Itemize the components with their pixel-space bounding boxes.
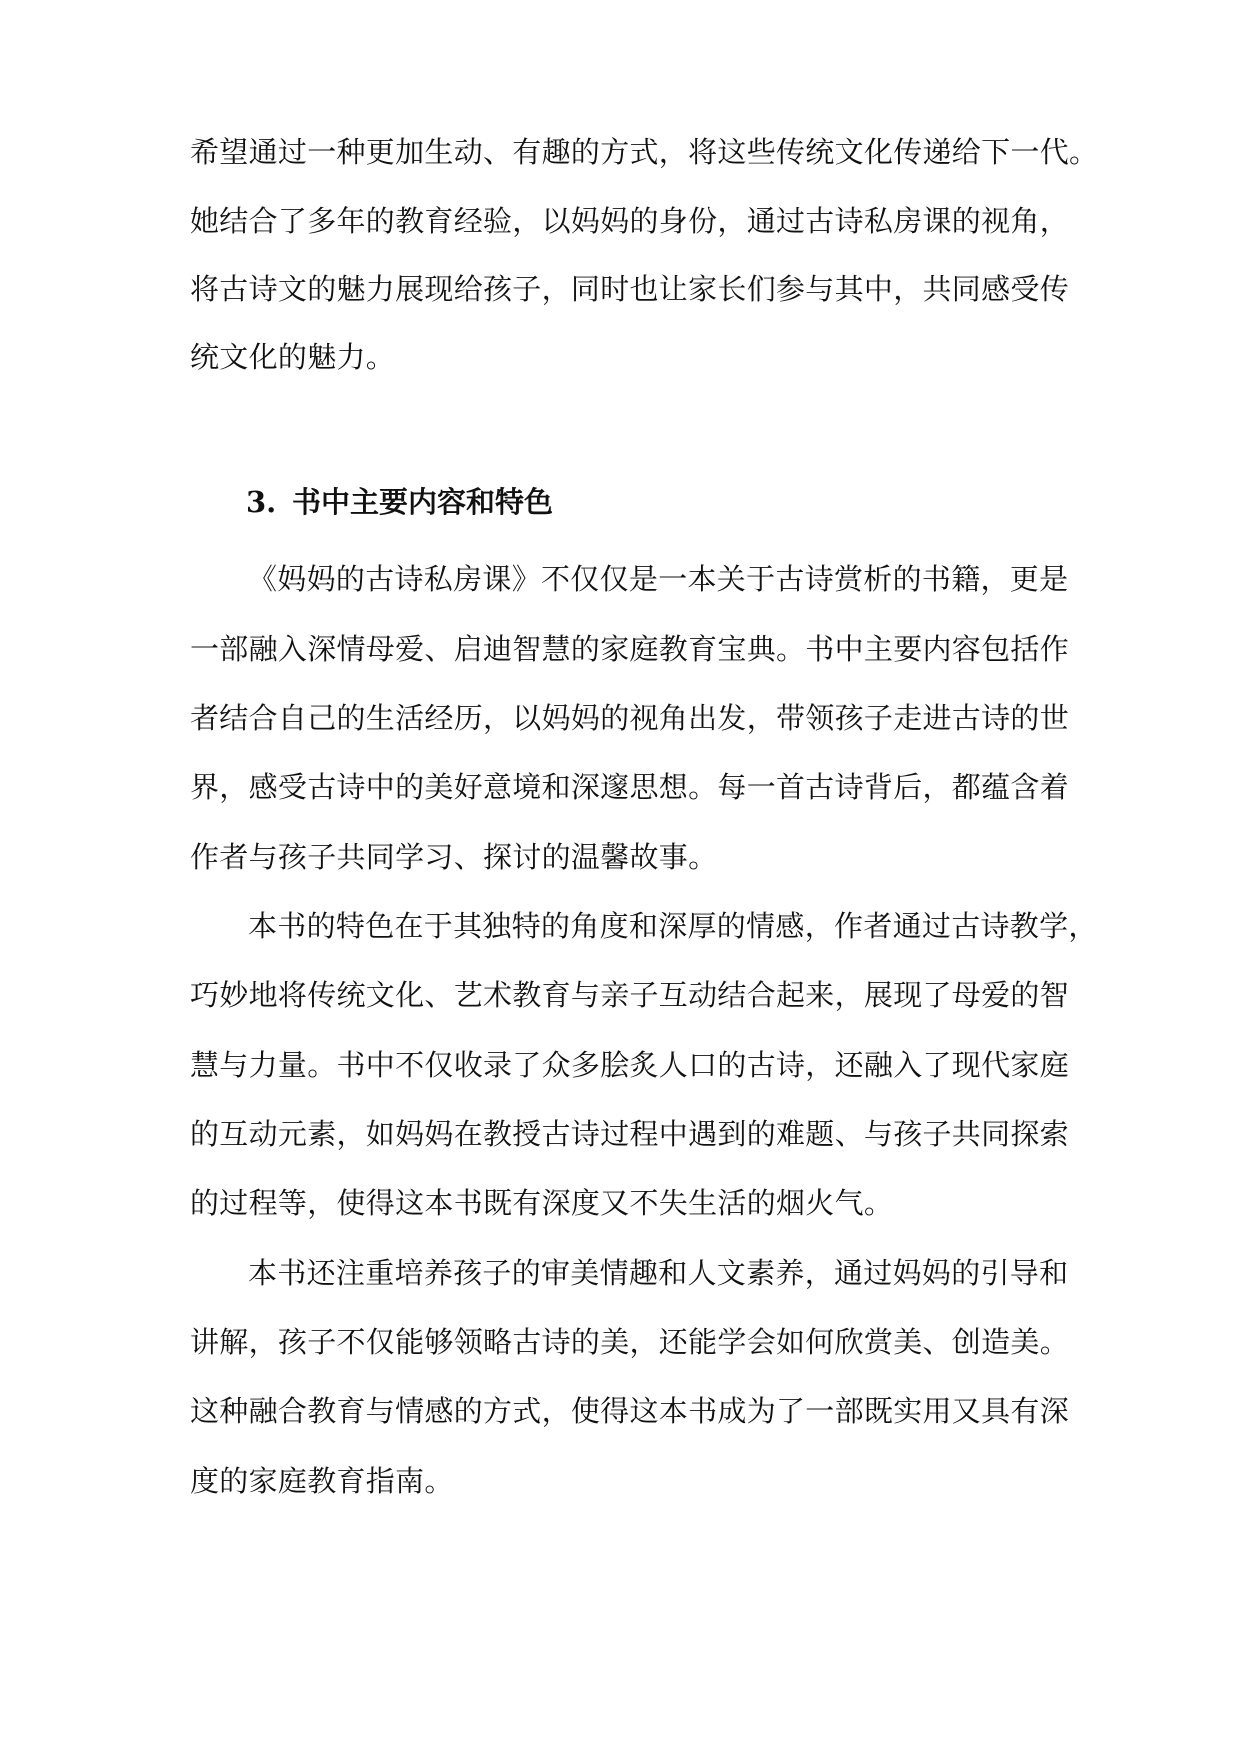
section-number: 3. — [246, 485, 277, 519]
paragraph-line: 希望通过一种更加生动、有趣的方式，将这些传统文化传递给下一代。 — [190, 135, 1099, 169]
paragraph-line: 她结合了多年的教育经验，以妈妈的身份，通过古诗私房课的视角， — [190, 204, 1070, 238]
paragraph-line: 统文化的魅力。 — [190, 340, 396, 374]
paragraph-line: 这种融合教育与情感的方式，使得这本书成为了一部既实用又具有深 — [190, 1394, 1070, 1428]
paragraph-line: 《妈妈的古诗私房课》不仅仅是一本关于古诗赏析的书籍，更是 — [248, 562, 1069, 596]
paragraph-line: 度的家庭教育指南。 — [190, 1464, 454, 1498]
paragraph-line: 界，感受古诗中的美好意境和深邃思想。每一首古诗背后，都蕴含着 — [190, 770, 1070, 804]
paragraph-line: 作者与孩子共同学习、探讨的温馨故事。 — [190, 840, 718, 874]
paragraph-line: 一部融入深情母爱、启迪智慧的家庭教育宝典。书中主要内容包括作 — [190, 632, 1070, 666]
paragraph-line: 慧与力量。书中不仅收录了众多脍炙人口的古诗，还融入了现代家庭 — [190, 1048, 1070, 1082]
paragraph-line: 者结合自己的生活经历，以妈妈的视角出发，带领孩子走进古诗的世 — [190, 701, 1070, 735]
paragraph-line: 本书还注重培养孩子的审美情趣和人文素养，通过妈妈的引导和 — [248, 1256, 1069, 1290]
section-heading — [246, 482, 553, 522]
paragraph-line: 讲解，孩子不仅能够领略古诗的美，还能学会如何欣赏美、创造美。 — [190, 1325, 1070, 1359]
paragraph-line: 将古诗文的魅力展现给孩子，同时也让家长们参与其中，共同感受传 — [190, 272, 1070, 306]
paragraph-line: 本书的特色在于其独特的角度和深厚的情感，作者通过古诗教学， — [248, 909, 1098, 943]
paragraph-line: 的过程等，使得这本书既有深度又不失生活的烟火气。 — [190, 1186, 894, 1220]
paragraph-line: 巧妙地将传统文化、艺术教育与亲子互动结合起来，展现了母爱的智 — [190, 978, 1070, 1012]
section-title: 书中主要内容和特色 — [292, 485, 554, 519]
paragraph-line: 的互动元素，如妈妈在教授古诗过程中遇到的难题、与孩子共同探索 — [190, 1117, 1070, 1151]
